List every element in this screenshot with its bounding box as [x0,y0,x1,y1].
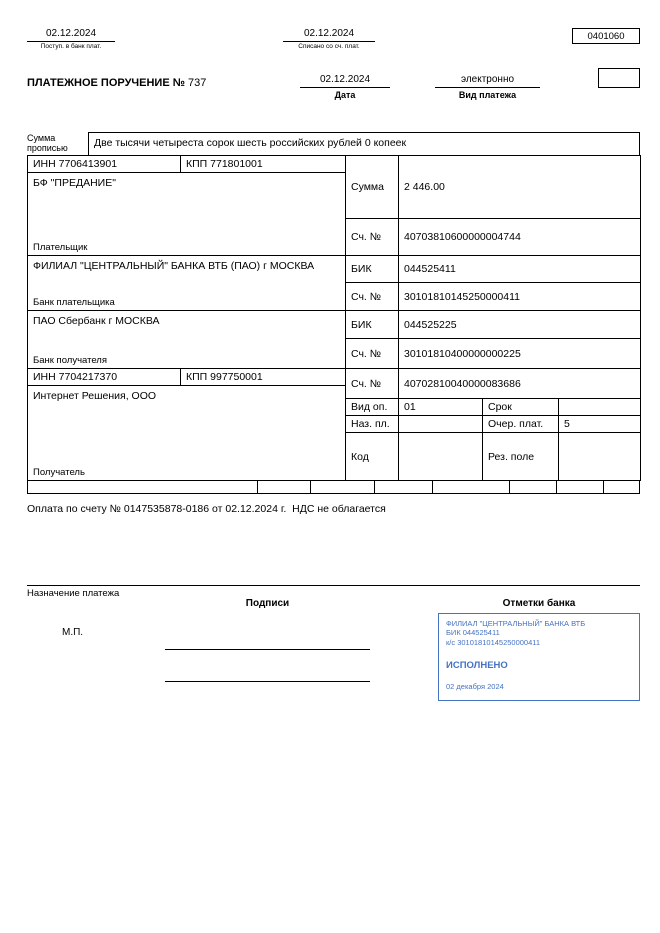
bottom-fields-strip [27,481,640,494]
payer-cell [28,173,346,256]
payee-inn-value: 7704217370 [58,371,118,383]
main-table [27,155,641,481]
payer-inn-cell [28,156,181,173]
stamp-bank-name: ФИЛИАЛ "ЦЕНТРАЛЬНЫЙ" БАНКА ВТБ [446,619,586,628]
header-empty-box [598,68,640,88]
payee-bank-bik-value-cell: 044525225 [399,311,641,339]
strip-cell [375,481,433,494]
strip-cell [27,481,258,494]
payment-purpose-code-label-cell: Наз. пл. [346,416,399,433]
amount-label-cell: Сумма [346,156,399,219]
signature-line-1 [165,649,370,650]
payment-details-table [27,155,640,494]
term-label-cell: Срок [483,399,559,416]
payer-account-label-cell: Сч. № [346,219,399,256]
stamp-corr-account: к/с 30101810145250000411 [446,637,541,647]
stamp-date: 02 декабря 2024 [446,682,504,692]
payee-account-label-cell: Сч. № [346,369,399,399]
payee-inn-cell [28,369,181,386]
bank-stamp [438,613,640,701]
document-date-label: Дата [334,90,356,100]
payee-bank-name: ПАО Сбербанк г МОСКВА [33,315,160,327]
payee-account-value-cell: 40702810040000083686 [399,369,641,399]
payment-purpose-text: Оплата по счету № 0147535878-0186 от 02.12.2024 г. НДС не облагается [27,503,386,515]
payee-cell [28,386,346,481]
payee-bank-corr-label-cell: Сч. № [346,339,399,369]
bank-marks-title: Отметки банка [502,598,576,609]
mp-label: М.П. [62,627,84,638]
strip-cell [258,481,311,494]
strip-cell [311,481,375,494]
priority-value-cell: 5 [559,416,641,433]
debited-date-block [283,28,375,50]
payment-purpose-code-value-cell [399,416,483,433]
payment-kind-label: Вид платежа [458,90,517,100]
debited-date: 02.12.2024 [283,28,375,42]
op-type-label-cell: Вид оп. [346,399,399,416]
code-value-cell [399,433,483,481]
payer-bank-cell [28,256,346,311]
title-text: ПЛАТЕЖНОЕ ПОРУЧЕНИЕ № [27,77,185,89]
payee-inn-label: ИНН [33,371,56,383]
signatures-title: Подписи [245,598,290,609]
payment-kind: электронно [435,74,540,88]
document-number: 737 [188,77,207,89]
stamp-bik: БИК 044525411 [446,628,500,638]
op-type-value-cell: 01 [399,399,483,416]
received-date-block [27,28,115,50]
page-title [27,77,206,89]
payee-bank-caption: Банк получателя [33,355,107,366]
payer-bank-name: ФИЛИАЛ "ЦЕНТРАЛЬНЫЙ" БАНКА ВТБ (ПАО) г МОСКВА [33,260,315,272]
payer-inn-label: ИНН [33,158,56,170]
payer-kpp-label: КПП [186,158,208,170]
payee-bank-cell [28,311,346,369]
reserve-label-cell: Рез. поле [483,433,559,481]
payee-kpp-value: 997750001 [210,371,263,383]
strip-cell [510,481,557,494]
document-date: 02.12.2024 [300,74,390,88]
payee-kpp-cell [181,369,346,386]
payment-kind-field [435,74,540,100]
reserve-value-cell [559,433,641,481]
received-date: 02.12.2024 [27,28,115,42]
payee-kpp-label: КПП [186,371,208,383]
payer-caption: Плательщик [33,242,88,253]
payer-kpp-cell [181,156,346,173]
received-date-caption: Поступ. в банк плат. [40,43,102,50]
payer-account-value-cell: 40703810600000004744 [399,219,641,256]
form-code-box [572,28,640,44]
priority-label-cell: Очер. плат. [483,416,559,433]
code-label-cell: Код [346,433,399,481]
purpose-label-row [27,585,640,599]
strip-cell [604,481,640,494]
payer-name: БФ "ПРЕДАНИЕ" [33,177,116,189]
signature-line-2 [165,681,370,682]
payee-name: Интернет Решения, ООО [33,390,157,402]
payer-bank-bik-value-cell: 044525411 [399,256,641,283]
debited-date-caption: Списано со сч. плат. [298,43,360,50]
document-date-field [300,74,390,100]
strip-cell [557,481,604,494]
payer-bank-caption: Банк плательщика [33,297,115,308]
amount-in-words-label: Сумма прописью [27,133,68,154]
form-code: 0401060 [587,30,625,42]
term-value-cell [559,399,641,416]
payee-caption: Получатель [33,467,85,478]
amount-in-words-value: Две тысячи четыреста сорок шесть российских рублей 0 копеек [88,132,640,155]
amount-in-words-row [27,132,640,155]
payer-inn-value: 7706413901 [58,158,118,170]
payer-bank-bik-label-cell: БИК [346,256,399,283]
payee-bank-corr-value-cell: 30101810400000000225 [399,339,641,369]
stamp-status: ИСПОЛНЕНО [446,660,508,672]
amount-value-cell: 2 446.00 [399,156,641,219]
payer-kpp-value: 771801001 [210,158,263,170]
payer-bank-corr-value-cell: 30101810145250000411 [399,283,641,311]
payee-bank-bik-label-cell: БИК [346,311,399,339]
strip-cell [433,481,510,494]
purpose-label: Назначение платежа [27,588,120,599]
payer-bank-corr-label-cell: Сч. № [346,283,399,311]
